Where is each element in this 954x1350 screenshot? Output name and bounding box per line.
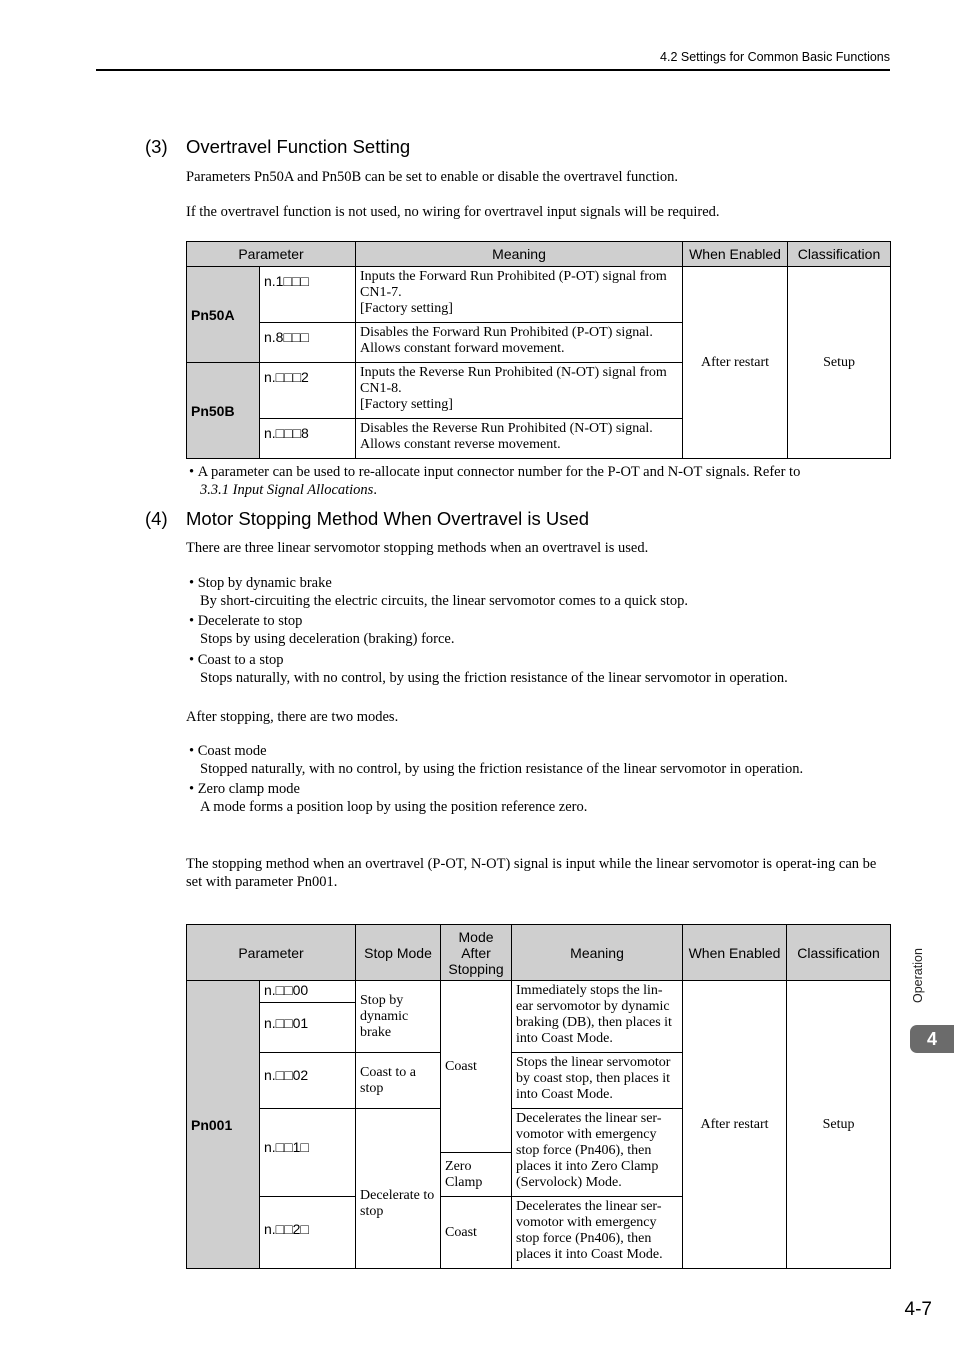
setting-code: n.□□02 [260,1053,356,1109]
section-4-number: (4) [145,508,168,529]
list-item: • Stop by dynamic brake By short-circuiting the electric circuits, the linear servomotor comes to a quick stop. [189,575,889,610]
meaning-value: Stops the linear servomotor by coast stop, then places it into Coast Mode. [512,1053,683,1109]
header-rule [96,69,890,71]
table-row [187,981,891,1003]
stopping-method-paragraph: The stopping method when an overtravel (P-OT, N-OT) signal is input while the linear servomotor is operat-ing can be set with parameter Pn001. [186,856,877,890]
after-mode-value: Coast [441,981,512,1153]
param-pn001: Pn001 [187,981,260,1269]
header-parameter: Parameter [187,242,356,267]
overtravel-parameter-table [186,241,891,459]
meaning-value: Decelerates the linear ser-vomotor with emergency stop force (Pn406), then places it into Coast Mode. [512,1197,683,1269]
stopping-method-table [186,924,891,1269]
section-3-number: (3) [145,136,168,157]
setting-meaning: Inputs the Forward Run Prohibited (P-OT) signal from CN1-7. [Factory setting] [356,267,683,323]
setting-code: n.8□□□ [260,323,356,363]
section-4-heading [145,508,589,530]
setting-meaning: Disables the Reverse Run Prohibited (N-OT) signal. Allows constant reverse movement. [356,419,683,459]
table-row [187,267,891,323]
setting-code: n.□□□2 [260,363,356,419]
header-classification: Classification [787,925,891,981]
header-mode-after-stopping: Mode After Stopping [441,925,512,981]
page-number: 4-7 [904,1299,932,1320]
chapter-side-label: Operation [911,948,925,1003]
setting-code: n.□□1□ [260,1109,356,1197]
setting-code: n.□□2□ [260,1197,356,1269]
header-when-enabled: When Enabled [683,242,788,267]
when-enabled-value: After restart [683,267,788,459]
list-item: • Coast to a stop Stops naturally, with no control, by using the friction resistance of the linear servomotor in operation. [189,652,889,687]
setting-code: n.□□00 [260,981,356,1003]
note-text: • A parameter can be used to re-allocate input connector number for the P-OT and N-OT signals. Refer to [189,464,800,480]
param-pn50b: Pn50B [187,363,260,459]
header-meaning: Meaning [512,925,683,981]
stop-mode-value: Coast to a stop [356,1053,441,1109]
section-3-paragraph-1: Parameters Pn50A and Pn50B can be set to enable or disable the overtravel function. [186,169,679,185]
param-pn50a: Pn50A [187,267,260,363]
header-meaning: Meaning [356,242,683,267]
setting-code: n.1□□□ [260,267,356,323]
after-mode-value: Zero Clamp [441,1153,512,1197]
stop-mode-value: Stop by dynamic brake [356,981,441,1053]
after-mode-value: Coast [441,1197,512,1269]
setting-code: n.□□□8 [260,419,356,459]
meaning-value: Decelerates the linear ser-vomotor with emergency stop force (Pn406), then places it into Zero Clamp (Servolock) Mode. [512,1109,683,1197]
setting-code: n.□□01 [260,1003,356,1053]
section-4-intro: There are three linear servomotor stopping methods when an overtravel is used. [186,540,649,556]
list-item: • Zero clamp mode A mode forms a position loop by using the position reference zero. [189,781,889,816]
setting-meaning: Disables the Forward Run Prohibited (P-OT) signal. Allows constant forward movement. [356,323,683,363]
cross-reference-link[interactable]: 3.3.1 Input Signal Allocations [200,481,374,498]
list-item: • Coast mode Stopped naturally, with no control, by using the friction resistance of the linear servomotor in operation. [189,743,889,778]
running-header: 4.2 Settings for Common Basic Functions [660,50,890,64]
section-3-heading [145,136,410,158]
meaning-value: Immediately stops the lin-ear servomotor by dynamic braking (DB), then places it into Coast Mode. [512,981,683,1053]
chapter-tab: 4 [910,1025,954,1053]
table-note: • A parameter can be used to re-allocate input connector number for the P-OT and N-OT signals. Refer to 3.3.1 Input Signal Allocations. [189,464,879,499]
section-3-title: Overtravel Function Setting [186,136,411,157]
section-4-title: Motor Stopping Method When Overtravel is Used [186,508,590,529]
header-stop-mode: Stop Mode [356,925,441,981]
classification-value: Setup [787,981,891,1269]
stop-mode-value: Decelerate to stop [356,1109,441,1269]
section-3-paragraph-2: If the overtravel function is not used, no wiring for overtravel input signals will be required. [186,204,720,220]
when-enabled-value: After restart [683,981,787,1269]
classification-value: Setup [788,267,891,459]
after-stopping-text: After stopping, there are two modes. [186,709,399,725]
setting-meaning: Inputs the Reverse Run Prohibited (N-OT) signal from CN1-8. [Factory setting] [356,363,683,419]
header-parameter: Parameter [187,925,356,981]
header-classification: Classification [788,242,891,267]
header-when-enabled: When Enabled [683,925,787,981]
list-item: • Decelerate to stop Stops by using deceleration (braking) force. [189,613,889,648]
